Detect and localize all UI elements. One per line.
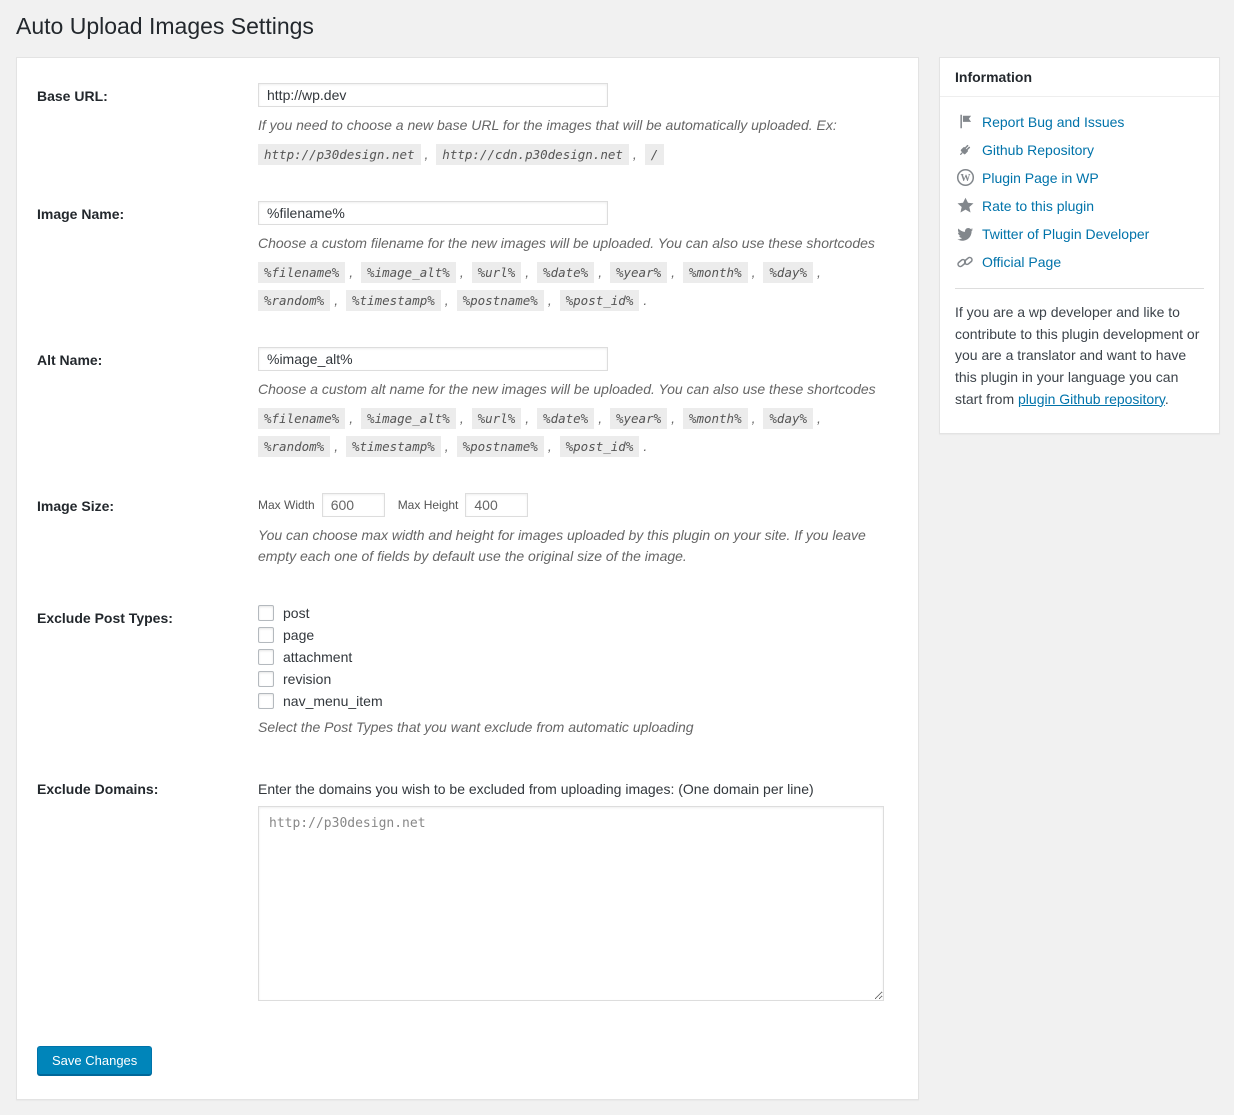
code-example: / [645, 144, 665, 165]
exclude-domains-textarea[interactable] [258, 806, 884, 1001]
shortcode: %post_id% [560, 290, 640, 311]
shortcode: %random% [258, 436, 330, 457]
nav-menu-item-checkbox-label: nav_menu_item [283, 692, 383, 709]
image-name-row [37, 201, 898, 314]
sidebar-divider [955, 288, 1204, 289]
base-url-description: If you need to choose a new base URL for the images that will be automatically uploaded. Ex: [258, 116, 837, 133]
shortcode: %month% [683, 262, 748, 283]
post-type-option [258, 649, 898, 665]
shortcode: %image_alt% [361, 408, 456, 429]
star-icon [955, 196, 975, 216]
attachment-checkbox[interactable] [258, 649, 274, 665]
alt-name-row [37, 347, 898, 460]
alt-name-input[interactable] [258, 347, 608, 371]
page-checkbox[interactable] [258, 627, 274, 643]
image-size-description: You can choose max width and height for images uploaded by this plugin on your site. If you leave empty each one of fields by default use the original size of the image. [258, 526, 866, 564]
code-example: http://cdn.p30design.net [436, 144, 629, 165]
base-url-label: Base URL: [37, 87, 108, 104]
max-width-label: Max Width [258, 497, 315, 512]
shortcode: %image_alt% [361, 262, 456, 283]
shortcode: %date% [537, 408, 594, 429]
post-type-option [258, 693, 898, 709]
sidebar-link-row [955, 112, 1204, 132]
shortcode: %postname% [457, 436, 544, 457]
shortcode: %postname% [457, 290, 544, 311]
exclude-domains-description: Enter the domains you wish to be excluded from uploading images: (One domain per line) [258, 780, 814, 797]
max-height-input[interactable] [465, 493, 528, 517]
max-height-label: Max Height [397, 497, 459, 512]
code-example: http://p30design.net [258, 144, 421, 165]
twitter-developer-link[interactable]: Twitter of Plugin Developer [982, 225, 1150, 242]
image-name-description: Choose a custom filename for the new images will be uploaded. You can also use these shortcodes [258, 234, 875, 251]
image-name-input[interactable] [258, 201, 608, 225]
report-bug-link[interactable]: Report Bug and Issues [982, 113, 1125, 130]
post-type-option [258, 605, 898, 621]
official-page-link[interactable]: Official Page [982, 253, 1062, 270]
base-url-input[interactable] [258, 83, 608, 107]
nav-menu-item-checkbox[interactable] [258, 693, 274, 709]
information-panel [939, 57, 1220, 434]
shortcode: %timestamp% [346, 436, 441, 457]
shortcode: %timestamp% [346, 290, 441, 311]
shortcode: %year% [610, 262, 667, 283]
post-type-option [258, 627, 898, 643]
about-text-after: . [1164, 390, 1169, 407]
plug-icon [955, 140, 975, 160]
rate-plugin-link[interactable]: Rate to this plugin [982, 197, 1095, 214]
image-size-row [37, 493, 898, 567]
alt-name-description: Choose a custom alt name for the new images will be uploaded. You can also use these shortcodes [258, 380, 876, 397]
shortcode: %day% [763, 408, 813, 429]
image-name-label: Image Name: [37, 205, 125, 222]
page-title: Auto Upload Images Settings [16, 13, 314, 39]
sidebar-link-row [955, 252, 1204, 272]
alt-name-label: Alt Name: [37, 351, 103, 368]
max-width-input[interactable] [322, 493, 385, 517]
plugin-page-link[interactable]: Plugin Page in WP [982, 169, 1099, 186]
github-repository-text-link[interactable]: plugin Github repository [1018, 390, 1165, 407]
link-icon [955, 252, 975, 272]
shortcode: %filename% [258, 262, 345, 283]
svg-text:W: W [960, 173, 970, 185]
base-url-row [37, 83, 898, 168]
exclude-post-types-row [37, 605, 898, 738]
shortcode: %month% [683, 408, 748, 429]
shortcode: %url% [472, 262, 522, 283]
image-name-shortcodes: %filename% , %image_alt% , %url% , %date% , %year% , %month% , %day% , %random% , %timestamp% , %postname% , %post_id% . [258, 258, 898, 314]
page-checkbox-label: page [283, 626, 315, 643]
image-size-label: Image Size: [37, 497, 115, 514]
shortcode: %filename% [258, 408, 345, 429]
sidebar-link-row [955, 196, 1204, 216]
sidebar-link-row [955, 168, 1204, 188]
settings-form-card [16, 57, 919, 1101]
shortcode: %post_id% [560, 436, 640, 457]
twitter-icon [955, 224, 975, 244]
save-changes-button[interactable]: Save Changes [37, 1046, 152, 1076]
sidebar-about-text [955, 302, 1204, 420]
exclude-domains-label: Exclude Domains: [37, 780, 159, 797]
shortcode: %url% [472, 408, 522, 429]
attachment-checkbox-label: attachment [283, 648, 353, 665]
shortcode: %day% [763, 262, 813, 283]
revision-checkbox[interactable] [258, 671, 274, 687]
revision-checkbox-label: revision [283, 670, 332, 687]
wordpress-icon [955, 168, 975, 188]
about-text-before: If you are a wp developer and like to contribute to this plugin development or you are a translator and want to have this plugin in your language you can start from [955, 303, 1200, 407]
sidebar-link-row [955, 140, 1204, 160]
alt-name-shortcodes: %filename% , %image_alt% , %url% , %date% , %year% , %month% , %day% , %random% , %timestamp% , %postname% , %post_id% . [258, 404, 898, 460]
shortcode: %year% [610, 408, 667, 429]
information-panel-title: Information [940, 58, 1219, 97]
post-type-option [258, 671, 898, 687]
sidebar-link-row [955, 224, 1204, 244]
exclude-domains-row [37, 776, 898, 1001]
github-repository-link[interactable]: Github Repository [982, 141, 1095, 158]
base-url-examples: http://p30design.net , http://cdn.p30design.net , / [258, 140, 898, 168]
exclude-post-types-description: Select the Post Types that you want exclude from automatic uploading [258, 718, 694, 735]
post-checkbox-label: post [283, 604, 310, 621]
post-checkbox[interactable] [258, 605, 274, 621]
shortcode: %date% [537, 262, 594, 283]
exclude-post-types-label: Exclude Post Types: [37, 609, 173, 626]
flag-icon [955, 112, 975, 132]
shortcode: %random% [258, 290, 330, 311]
